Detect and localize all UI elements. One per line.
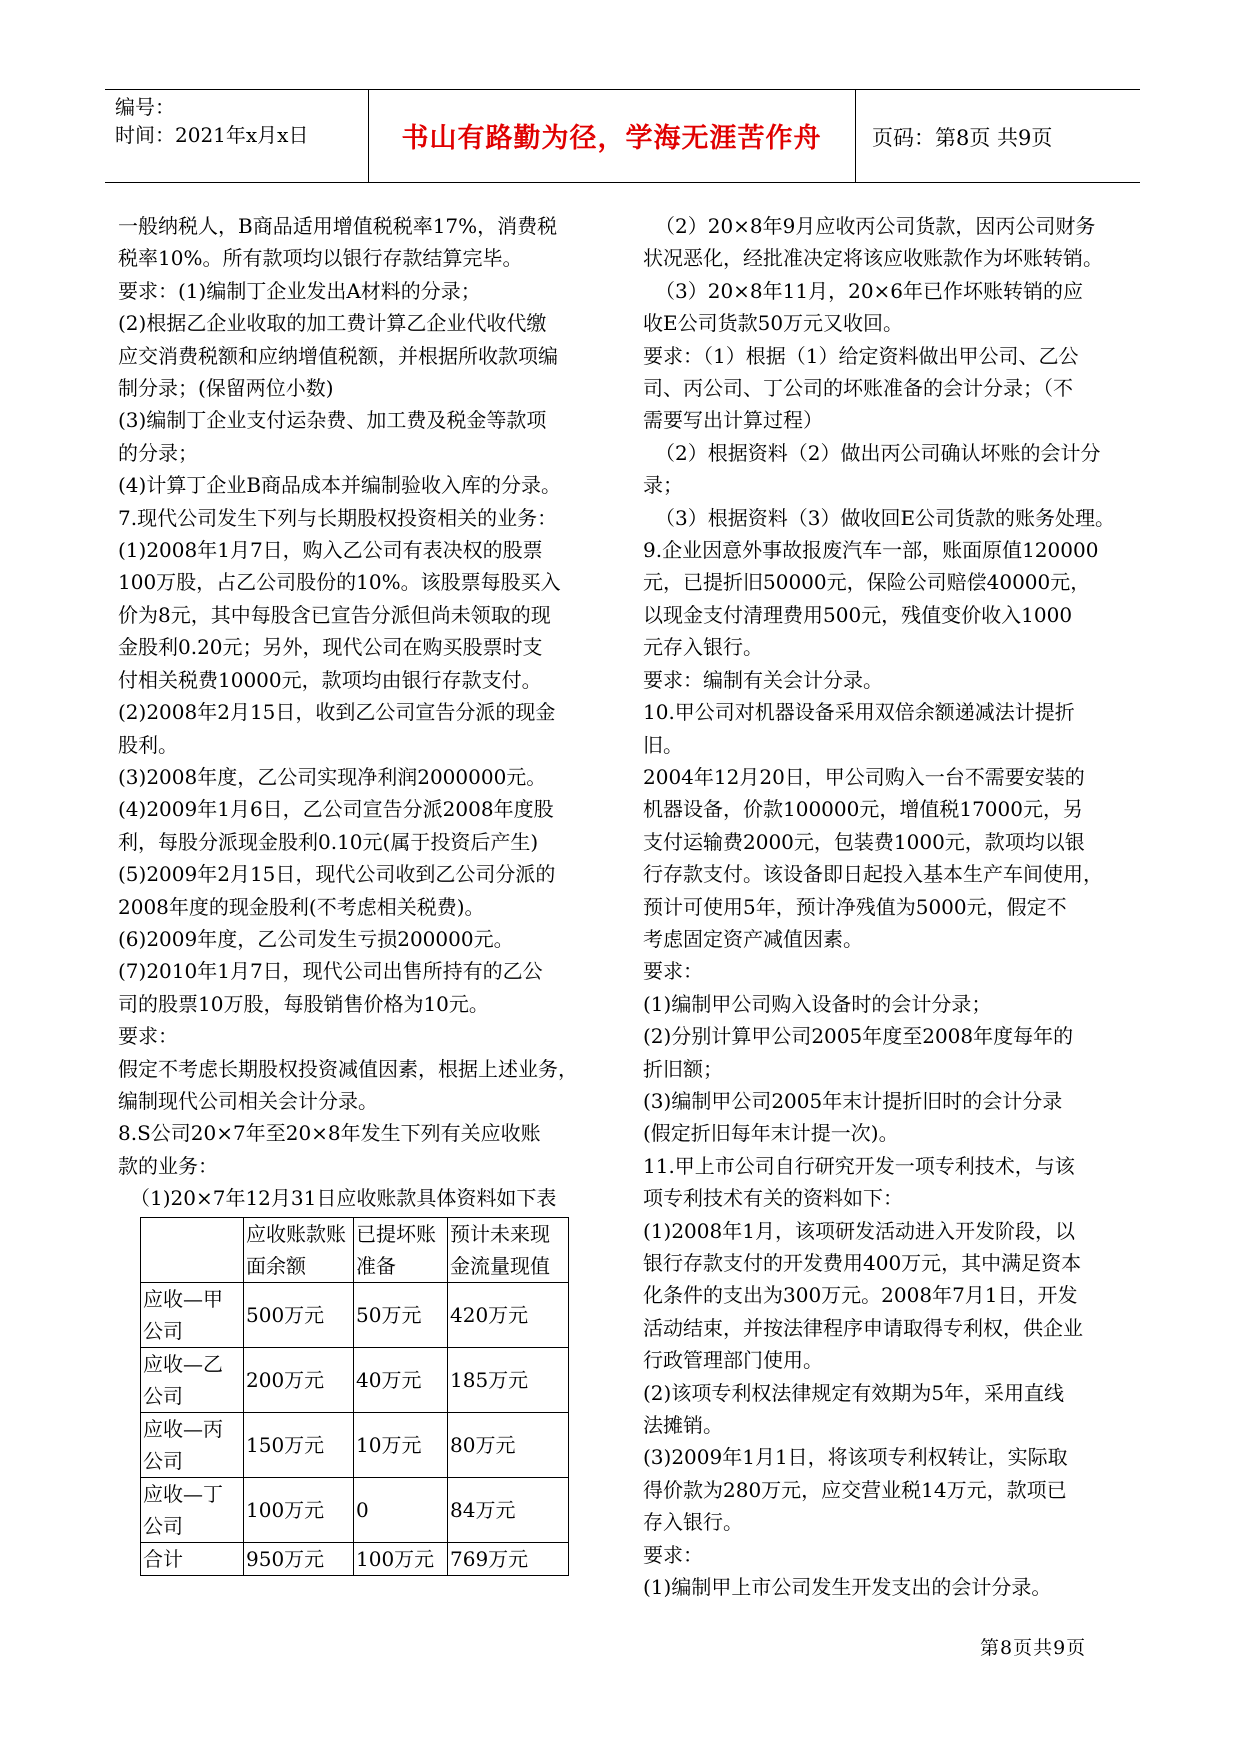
text-line: 假定不考虑长期股权投资减值因素，根据上述业务， xyxy=(118,1056,578,1081)
text-line: 司、丙公司、丁公司的坏账准备的会计分录；（不 xyxy=(643,376,1073,401)
text-line: 录； xyxy=(643,473,683,498)
text-line: (3)编制丁企业支付运杂费、加工费及税金等款项 xyxy=(118,408,547,433)
table-cell: 10万元 xyxy=(354,1412,448,1477)
text-line: 元存入银行。 xyxy=(643,635,763,660)
text-line: 要求：（1）根据（1）给定资料做出甲公司、乙公 xyxy=(643,343,1079,368)
table-cell: 100万元 xyxy=(244,1477,354,1542)
table-cell: 420万元 xyxy=(448,1282,569,1347)
text-line: (2)根据乙企业收取的加工费计算乙企业代收代缴 xyxy=(118,311,547,336)
text-line: 一般纳税人，B商品适用增值税税率17%，消费税 xyxy=(118,214,558,238)
table-cell: 100万元 xyxy=(354,1542,448,1575)
text-line: 法摊销。 xyxy=(643,1413,723,1438)
text-line: 需要写出计算过程） xyxy=(643,408,823,433)
text-line: 状况恶化，经批准决定将该应收账款作为坏账转销。 xyxy=(643,246,1103,271)
text-line: 制分录；(保留两位小数) xyxy=(118,376,334,401)
text-line: 税率10%。所有款项均以银行存款结算完毕。 xyxy=(118,246,523,271)
header-motto: 书山有路勤为径，学海无涯苦作舟 xyxy=(401,123,822,154)
text-line: 10.甲公司对机器设备采用双倍余额递减法计提折 xyxy=(643,700,1075,725)
table-cell: 预计未来现金流量现值 xyxy=(448,1217,569,1282)
table-cell: 950万元 xyxy=(244,1542,354,1575)
text-line: (3)编制甲公司2005年末计提折旧时的会计分录 xyxy=(643,1088,1063,1113)
text-line: 应交消费税额和应纳增值税额，并根据所收款项编 xyxy=(118,343,558,368)
text-line: 7.现代公司发生下列与长期股权投资相关的业务： xyxy=(118,505,558,530)
text-line: (4)计算丁企业B商品成本并编制验收入库的分录。 xyxy=(118,473,562,498)
text-line: 行存款支付。该设备即日起投入基本生产车间使用， xyxy=(643,862,1103,887)
table-header-row xyxy=(141,1217,569,1282)
text-line: 股利。 xyxy=(118,732,178,757)
table-cell: 应收—丁公司 xyxy=(141,1477,244,1542)
header-number: 编号： xyxy=(115,95,175,119)
text-line: 8.S公司20×7年至20×8年发生下列有关应收账 xyxy=(118,1121,541,1146)
text-line: 金股利0.20元；另外，现代公司在购买股票时支 xyxy=(118,635,543,660)
text-line: 司的股票10万股，每股销售价格为10元。 xyxy=(118,991,489,1016)
text-line: 折旧额； xyxy=(643,1056,723,1081)
text-line: 款的业务： xyxy=(118,1153,218,1178)
text-line: (2)该项专利权法律规定有效期为5年，采用直线 xyxy=(643,1380,1065,1405)
text-line: 要求： xyxy=(643,1542,703,1567)
text-line: 价为8元，其中每股含已宣告分派但尚未领取的现 xyxy=(118,602,551,627)
table-cell: 已提坏账准备 xyxy=(354,1217,448,1282)
left-column xyxy=(118,210,603,1576)
text-line: 活动结束，并按法律程序申请取得专利权，供企业 xyxy=(643,1315,1083,1340)
text-line: 9.企业因意外事故报废汽车一部，账面原值120000 xyxy=(643,538,1099,563)
table-cell: 84万元 xyxy=(448,1477,569,1542)
text-line: （3）根据资料（3）做收回E公司货款的账务处理。 xyxy=(655,505,1116,530)
text-line: （3）20×8年11月，20×6年已作坏账转销的应 xyxy=(655,278,1084,303)
text-line: 得价款为280万元，应交营业税14万元，款项已 xyxy=(643,1477,1067,1502)
text-line: 要求： xyxy=(643,959,703,984)
text-line: (6)2009年度，乙公司发生亏损200000元。 xyxy=(118,926,514,951)
text-line: 旧。 xyxy=(643,732,683,757)
text-line: 以现金支付清理费用500元，残值变价收入1000 xyxy=(643,602,1073,627)
table-cell: 应收—丙公司 xyxy=(141,1412,244,1477)
text-line: 2008年度的现金股利(不考虑相关税费)。 xyxy=(118,894,485,919)
text-line: (7)2010年1月7日，现代公司出售所持有的乙公 xyxy=(118,959,543,984)
table-cell: 80万元 xyxy=(448,1412,569,1477)
table-row xyxy=(141,1282,569,1347)
text-line: (1)编制甲上市公司发生开发支出的会计分录。 xyxy=(643,1575,1052,1600)
table-row xyxy=(141,1347,569,1412)
text-line: （1)20×7年12月31日应收账款具体资料如下表 xyxy=(130,1186,557,1211)
table-cell xyxy=(141,1217,244,1282)
page-footer: 第8页共9页 xyxy=(980,1637,1087,1659)
right-column xyxy=(643,210,1143,1603)
text-line: 元，已提折旧50000元，保险公司赔偿40000元， xyxy=(643,570,1091,595)
text-line: 要求：(1)编制丁企业发出A材料的分录； xyxy=(118,278,481,303)
table-cell: 769万元 xyxy=(448,1542,569,1575)
text-line: 编制现代公司相关会计分录。 xyxy=(118,1088,378,1113)
table-cell: 50万元 xyxy=(354,1282,448,1347)
text-line: 项专利技术有关的资料如下： xyxy=(643,1186,903,1211)
text-line: 利，每股分派现金股利0.10元(属于投资后产生) xyxy=(118,829,539,854)
text-line: (5)2009年2月15日，现代公司收到乙公司分派的 xyxy=(118,862,556,887)
text-line: (2)分别计算甲公司2005年度至2008年度每年的 xyxy=(643,1024,1074,1049)
table-cell: 应收账款账面余额 xyxy=(244,1217,354,1282)
text-line: (2)2008年2月15日，收到乙公司宣告分派的现金 xyxy=(118,700,556,725)
table-cell: 0 xyxy=(354,1477,448,1542)
header-page-code: 页码：第8页 共9页 xyxy=(872,126,1053,150)
header-divider-right xyxy=(855,89,856,182)
receivables-table xyxy=(140,1217,569,1576)
table-cell: 合计 xyxy=(141,1542,244,1575)
text-line: 要求：编制有关会计分录。 xyxy=(643,667,883,692)
header-bottom-rule xyxy=(105,182,1140,183)
text-line: (1)2008年1月7日，购入乙公司有表决权的股票 xyxy=(118,538,543,563)
table-cell: 150万元 xyxy=(244,1412,354,1477)
text-line: (假定折旧每年末计提一次)。 xyxy=(643,1121,899,1146)
text-line: (3)2009年1月1日，将该项专利权转让，实际取 xyxy=(643,1445,1068,1470)
text-line: 银行存款支付的开发费用400万元，其中满足资本 xyxy=(643,1251,1082,1275)
text-line: 11.甲上市公司自行研究开发一项专利技术，与该 xyxy=(643,1153,1075,1178)
text-line: 要求： xyxy=(118,1024,178,1049)
text-line: 考虑固定资产减值因素。 xyxy=(643,926,863,951)
header-time: 时间：2021年x月x日 xyxy=(115,123,309,147)
table-row xyxy=(141,1412,569,1477)
header-info xyxy=(115,93,308,149)
table-cell: 200万元 xyxy=(244,1347,354,1412)
header-top-rule xyxy=(105,89,1140,90)
text-line: （2）根据资料（2）做出丙公司确认坏账的会计分 xyxy=(655,440,1101,465)
text-line: (3)2008年度，乙公司实现净利润2000000元。 xyxy=(118,764,547,789)
text-line: 收E公司货款50万元又收回。 xyxy=(643,311,904,336)
text-line: 付相关税费10000元，款项均由银行存款支付。 xyxy=(118,667,542,692)
text-line: (1)编制甲公司购入设备时的会计分录； xyxy=(643,991,992,1016)
text-line: (4)2009年1月6日，乙公司宣告分派2008年度股 xyxy=(118,797,554,822)
table-cell: 185万元 xyxy=(448,1347,569,1412)
text-line: 的分录； xyxy=(118,440,198,465)
text-line: (1)2008年1月，该项研发活动进入开发阶段，以 xyxy=(643,1218,1075,1243)
table-row xyxy=(141,1542,569,1575)
text-line: 预计可使用5年，预计净残值为5000元，假定不 xyxy=(643,894,1067,919)
text-line: 2004年12月20日，甲公司购入一台不需要安装的 xyxy=(643,764,1085,789)
text-line: 机器设备，价款100000元，增值税17000元，另 xyxy=(643,797,1083,822)
table-row xyxy=(141,1477,569,1542)
text-line: 支付运输费2000元，包装费1000元，款项均以银 xyxy=(643,829,1085,854)
text-line: 行政管理部门使用。 xyxy=(643,1348,823,1373)
text-line: （2）20×8年9月应收丙公司货款，因丙公司财务 xyxy=(655,214,1096,238)
right-text xyxy=(643,210,1143,1603)
table-cell: 应收—甲公司 xyxy=(141,1282,244,1347)
text-line: 100万股，占乙公司股份的10%。该股票每股买入 xyxy=(118,570,561,595)
table-cell: 应收—乙公司 xyxy=(141,1347,244,1412)
table-cell: 500万元 xyxy=(244,1282,354,1347)
table-cell: 40万元 xyxy=(354,1347,448,1412)
text-line: 存入银行。 xyxy=(643,1510,743,1535)
text-line: 化条件的支出为300万元。2008年7月1日，开发 xyxy=(643,1283,1078,1308)
left-text xyxy=(118,210,603,1215)
